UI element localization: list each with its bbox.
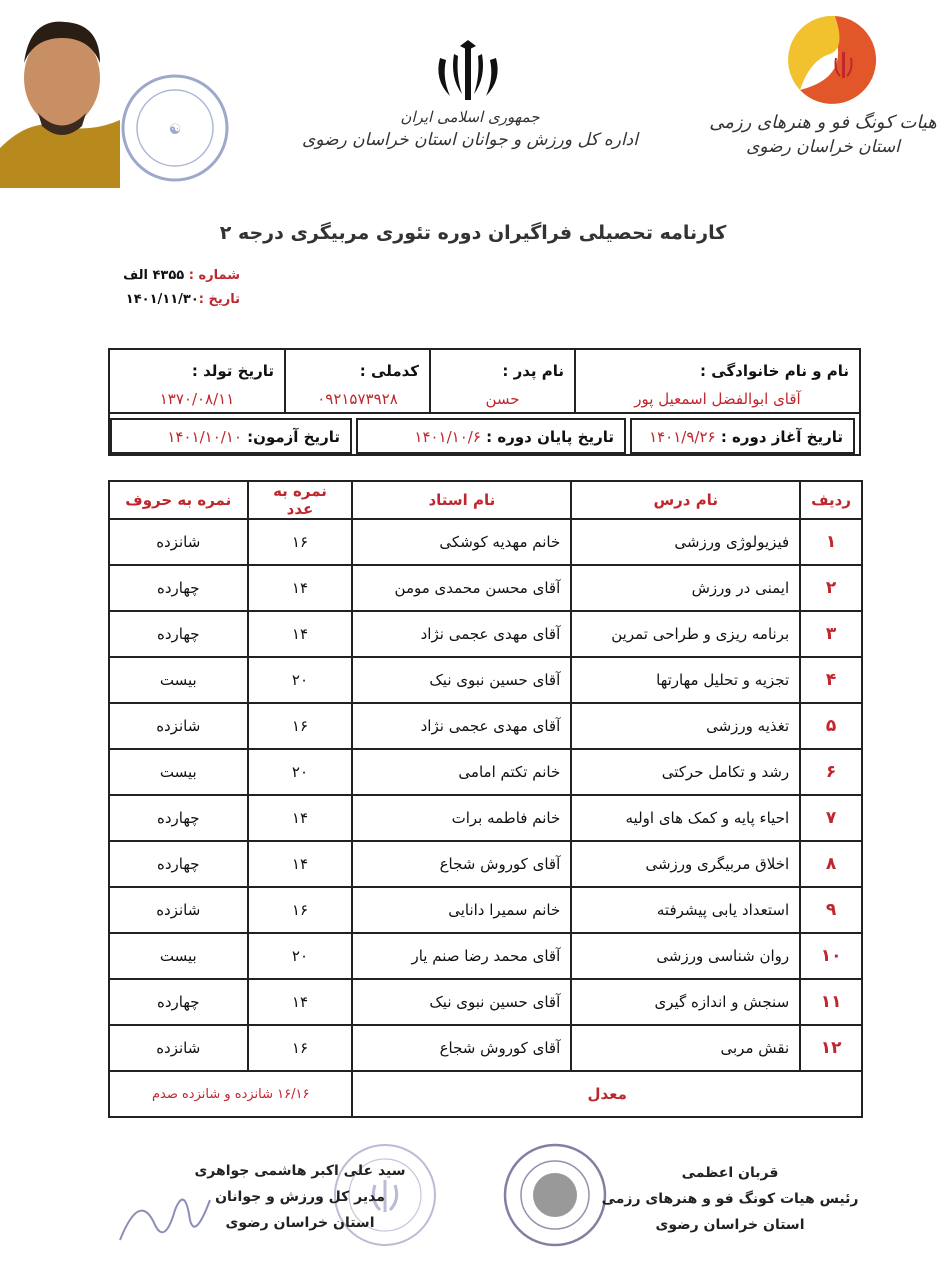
course-end — [414, 428, 614, 446]
teacher-name: آقای محسن محمدی مومن — [352, 565, 571, 611]
table-row — [109, 979, 862, 1025]
father-value: حسن — [485, 390, 520, 408]
number-value: ۴۳۵۵ الف — [123, 268, 185, 283]
course-name: نقش مربی — [571, 1025, 800, 1071]
course-name: برنامه ریزی و طراحی تمرین — [571, 611, 800, 657]
row-index: ۴ — [800, 657, 862, 703]
teacher-name: آقای کوروش شجاع — [352, 1025, 571, 1071]
score-number: ۱۶ — [248, 703, 353, 749]
table-row — [109, 657, 862, 703]
number-label: شماره : — [188, 268, 240, 283]
svg-text:☯: ☯ — [168, 122, 182, 138]
table-row — [109, 1025, 862, 1071]
course-name: سنجش و اندازه گیری — [571, 979, 800, 1025]
exam-value: ۱۴۰۱/۱۰/۱۰ — [167, 428, 242, 446]
average-row — [109, 1071, 862, 1117]
course-name: اخلاق مربیگری ورزشی — [571, 841, 800, 887]
teacher-name: آقای مهدی عجمی نژاد — [352, 611, 571, 657]
teacher-name: خانم مهدیه کوشکی — [352, 519, 571, 565]
document-number — [120, 264, 240, 288]
score-words: چهارده — [109, 611, 248, 657]
course-name: استعداد یابی پیشرفته — [571, 887, 800, 933]
score-number: ۱۶ — [248, 887, 353, 933]
exam-date — [167, 428, 340, 446]
document-date — [120, 288, 240, 312]
course-start-cell — [630, 418, 855, 454]
name-cell — [574, 350, 859, 412]
teacher-name: خانم سمیرا دانایی — [352, 887, 571, 933]
father-cell — [429, 350, 574, 412]
national-id-value: ۰۹۲۱۵۷۳۹۲۸ — [317, 390, 398, 408]
header-score-words: نمره به حروف — [109, 481, 248, 519]
row-index: ۶ — [800, 749, 862, 795]
score-words: شانزده — [109, 519, 248, 565]
row-index: ۱۰ — [800, 933, 862, 979]
table-row — [109, 565, 862, 611]
table-row — [109, 841, 862, 887]
course-start — [649, 428, 843, 446]
score-words: چهارده — [109, 795, 248, 841]
score-words: چهارده — [109, 565, 248, 611]
table-row — [109, 703, 862, 749]
date-label: تاریخ : — [198, 292, 240, 307]
row-index: ۲ — [800, 565, 862, 611]
score-words: بیست — [109, 749, 248, 795]
teacher-name: خانم تکتم امامی — [352, 749, 571, 795]
teacher-name: آقای محمد رضا صنم یار — [352, 933, 571, 979]
header-teacher: نام استاد — [352, 481, 571, 519]
table-row — [109, 611, 862, 657]
name-value: آقای ابوالفضل اسمعیل پور — [634, 390, 801, 408]
score-number: ۱۴ — [248, 565, 353, 611]
grades-table — [108, 480, 863, 1118]
teacher-name: آقای حسین نبوی نیک — [352, 657, 571, 703]
student-info-box — [108, 348, 861, 456]
national-id-cell — [284, 350, 429, 412]
row-index: ۱۲ — [800, 1025, 862, 1071]
right-stamp-icon — [500, 1140, 610, 1254]
signature-left — [170, 1158, 430, 1236]
score-number: ۱۴ — [248, 795, 353, 841]
score-number: ۱۴ — [248, 841, 353, 887]
course-name: ایمنی در ورزش — [571, 565, 800, 611]
score-number: ۲۰ — [248, 749, 353, 795]
score-words: چهارده — [109, 841, 248, 887]
score-words: چهارده — [109, 979, 248, 1025]
table-header-row — [109, 481, 862, 519]
score-number: ۲۰ — [248, 933, 353, 979]
score-number: ۱۶ — [248, 519, 353, 565]
course-name: فیزیولوژی ورزشی — [571, 519, 800, 565]
average-label: معدل — [352, 1071, 862, 1117]
course-name: تجزیه و تحلیل مهارتها — [571, 657, 800, 703]
header-index: ردیف — [800, 481, 862, 519]
row-index: ۳ — [800, 611, 862, 657]
table-row — [109, 795, 862, 841]
score-words: شانزده — [109, 887, 248, 933]
kungfu-federation-logo-icon — [780, 10, 890, 110]
course-name: تغذیه ورزشی — [571, 703, 800, 749]
table-row — [109, 933, 862, 979]
score-number: ۲۰ — [248, 657, 353, 703]
student-photo — [0, 8, 238, 188]
end-value: ۱۴۰۱/۱۰/۶ — [414, 428, 481, 446]
teacher-name: آقای کوروش شجاع — [352, 841, 571, 887]
document-title: کارنامه تحصیلی فراگیران دوره تئوری مربیگری درجه ۲ — [219, 222, 727, 244]
row-index: ۱۱ — [800, 979, 862, 1025]
row-index: ۹ — [800, 887, 862, 933]
header-score-number: نمره به عدد — [248, 481, 353, 519]
left-signer-title: مدیر کل ورزش و جوانان — [215, 1189, 385, 1205]
birth-label: تاریخ تولد : — [191, 362, 274, 380]
end-label: تاریخ پایان دوره : — [486, 428, 614, 446]
center-organization — [300, 108, 640, 150]
score-number: ۱۴ — [248, 611, 353, 657]
score-words: بیست — [109, 933, 248, 979]
score-words: شانزده — [109, 1025, 248, 1071]
row-index: ۸ — [800, 841, 862, 887]
birth-cell — [110, 350, 284, 412]
average-value: ۱۶/۱۶ شانزده و شانزده صدم — [109, 1071, 352, 1117]
iran-emblem-icon — [428, 38, 508, 110]
center-org-line1: جمهوری اسلامی ایران — [400, 108, 540, 126]
start-label: تاریخ آغاز دوره : — [720, 428, 843, 446]
father-label: نام پدر : — [502, 362, 564, 380]
birth-value: ۱۳۷۰/۰۸/۱۱ — [159, 390, 235, 408]
left-signer-name: سید علی اکبر هاشمی جواهری — [194, 1163, 406, 1179]
right-org-line1: هیات کونگ فو و هنرهای رزمی — [709, 112, 937, 133]
row-index: ۱ — [800, 519, 862, 565]
right-signer-title: رئیس هیات کونگ فو و هنرهای رزمی — [601, 1191, 859, 1207]
exam-label: تاریخ آزمون: — [247, 428, 340, 446]
course-name: رشد و تکامل حرکتی — [571, 749, 800, 795]
signature-right — [600, 1160, 860, 1238]
document-meta — [120, 264, 240, 312]
teacher-name: خانم فاطمه برات — [352, 795, 571, 841]
right-org-line2: استان خراسان رضوی — [746, 137, 900, 157]
right-signer-name: قربان اعظمی — [681, 1165, 779, 1181]
table-row — [109, 887, 862, 933]
national-id-label: کدملی : — [359, 362, 419, 380]
score-number: ۱۶ — [248, 1025, 353, 1071]
row-index: ۷ — [800, 795, 862, 841]
start-value: ۱۴۰۱/۹/۲۶ — [649, 428, 716, 446]
header-course: نام درس — [571, 481, 800, 519]
score-number: ۱۴ — [248, 979, 353, 1025]
center-org-line2: اداره کل ورزش و جوانان استان خراسان رضوی — [302, 130, 638, 150]
row-index: ۵ — [800, 703, 862, 749]
right-signer-region: استان خراسان رضوی — [655, 1217, 805, 1233]
exam-date-cell — [110, 418, 352, 454]
date-value: ۱۴۰۱/۱۱/۳۰ — [125, 292, 199, 307]
course-name: احیاء پایه و کمک های اولیه — [571, 795, 800, 841]
right-organization — [700, 112, 946, 157]
course-end-cell — [356, 418, 626, 454]
teacher-name: آقای حسین نبوی نیک — [352, 979, 571, 1025]
course-name: روان شناسی ورزشی — [571, 933, 800, 979]
score-words: شانزده — [109, 703, 248, 749]
teacher-name: آقای مهدی عجمی نژاد — [352, 703, 571, 749]
name-label: نام و نام خانوادگی : — [700, 362, 849, 380]
left-signer-region: استان خراسان رضوی — [225, 1215, 375, 1231]
score-words: بیست — [109, 657, 248, 703]
table-row — [109, 519, 862, 565]
table-row — [109, 749, 862, 795]
